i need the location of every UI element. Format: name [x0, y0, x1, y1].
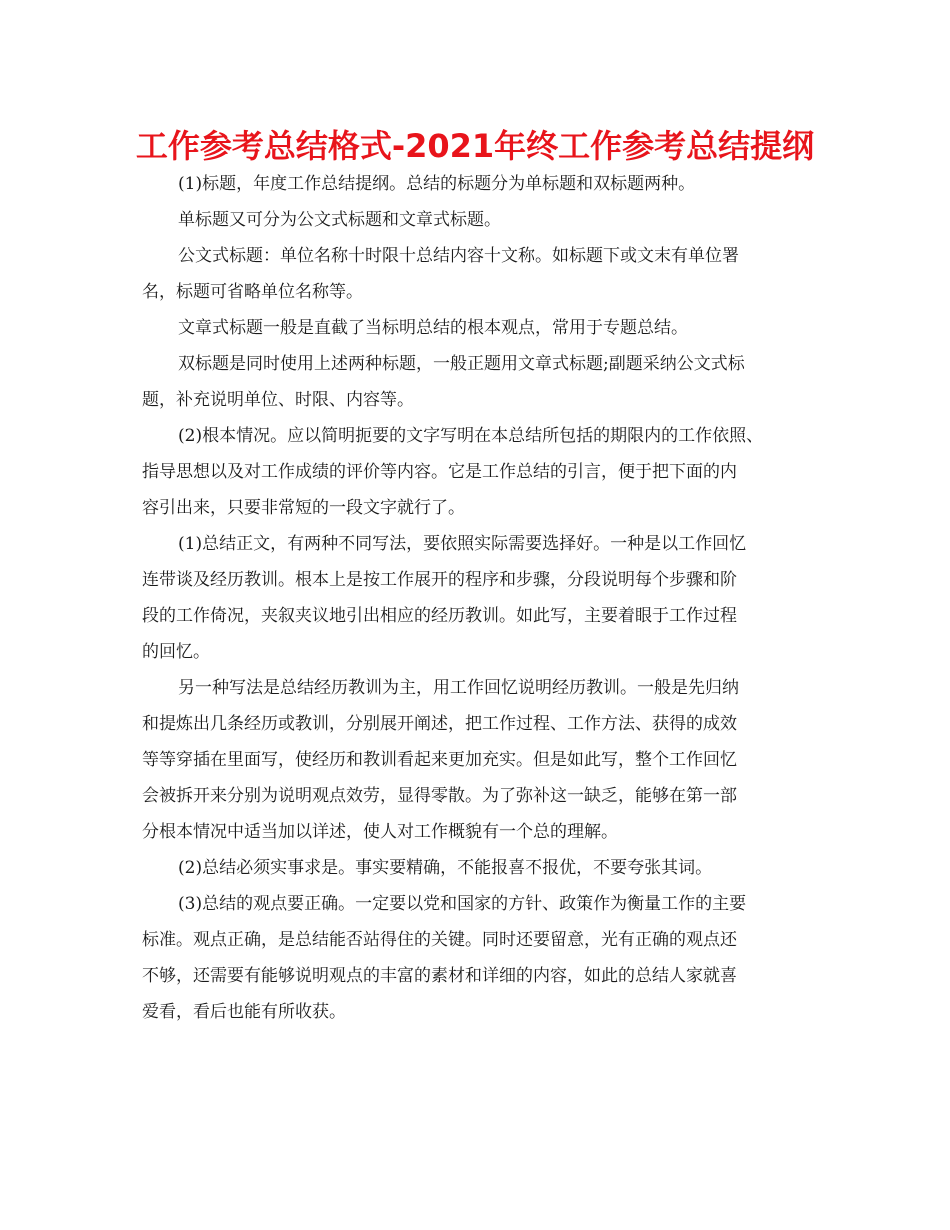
paragraph-line: 题，补充说明单位、时限、内容等。 [142, 390, 414, 410]
paragraph [142, 886, 814, 1030]
paragraph-line: 爱看，看后也能有所收获。 [142, 1002, 346, 1022]
paragraph-line: (3)总结的观点要正确。一定要以党和国家的方针、政策作为衡量工作的主要 [178, 894, 747, 914]
paragraph [142, 850, 814, 886]
paragraph-line: 等等穿插在里面写，使经历和教训看起来更加充实。但是如此写，整个工作回忆 [142, 750, 737, 770]
paragraph [142, 166, 814, 202]
paragraph [142, 310, 814, 346]
paragraph-line: (2)总结必须实事求是。事实要精确，不能报喜不报优，不要夸张其词。 [178, 858, 713, 878]
paragraph-line: 文章式标题一般是直截了当标明总结的根本观点，常用于专题总结。 [178, 318, 688, 338]
paragraph [142, 238, 814, 310]
paragraph-line: 分根本情况中适当加以详述，使人对工作概貌有一个总的理解。 [142, 822, 618, 842]
paragraph [142, 202, 814, 238]
paragraph [142, 346, 814, 418]
paragraph-line: 会被拆开来分别为说明观点效劳，显得零散。为了弥补这一缺乏，能够在第一部 [142, 786, 737, 806]
paragraph-line: 和提炼出几条经历或教训，分别展开阐述，把工作过程、工作方法、获得的成效 [142, 714, 737, 734]
paragraph-line: 另一种写法是总结经历教训为主，用工作回忆说明经历教训。一般是先归纳 [178, 678, 739, 698]
paragraph-line: (1)总结正文，有两种不同写法，要依照实际需要选择好。一种是以工作回忆 [178, 534, 747, 554]
paragraph-line: 指导思想以及对工作成绩的评价等内容。它是工作总结的引言，便于把下面的内 [142, 462, 737, 482]
paragraph-line: 标准。观点正确，是总结能否站得住的关键。同时还要留意，光有正确的观点还 [142, 930, 737, 950]
paragraph-line: 单标题又可分为公文式标题和文章式标题。 [178, 210, 501, 230]
paragraph [142, 670, 814, 850]
document-body [142, 166, 814, 1030]
paragraph-line: 段的工作倚况，夹叙夹议地引出相应的经历教训。如此写，主要着眼于工作过程 [142, 606, 737, 626]
paragraph-line: 连带谈及经历教训。根本上是按工作展开的程序和步骤，分段说明每个步骤和阶 [142, 570, 737, 590]
paragraph-line: (1)标题，年度工作总结提纲。总结的标题分为单标题和双标题两种。 [178, 174, 696, 194]
paragraph-line: 名，标题可省略单位名称等。 [142, 282, 363, 302]
paragraph-line: 不够，还需要有能够说明观点的丰富的素材和详细的内容，如此的总结人家就喜 [142, 966, 737, 986]
paragraph [142, 526, 814, 670]
paragraph-line: (2)根本情况。应以简明扼要的文字写明在本总结所包括的期限内的工作依照、 [178, 426, 764, 446]
document-title: 工作参考总结格式-2021年终工作参考总结提纲 [135, 127, 815, 165]
paragraph-line: 容引出来，只要非常短的一段文字就行了。 [142, 498, 465, 518]
paragraph-line: 的回忆。 [142, 642, 210, 662]
paragraph-line: 公文式标题：单位名称十时限十总结内容十文称。如标题下或文末有单位署 [178, 246, 739, 266]
paragraph-line: 双标题是同时使用上述两种标题，一般正题用文章式标题;副题采纳公文式标 [178, 354, 745, 374]
paragraph [142, 418, 814, 526]
